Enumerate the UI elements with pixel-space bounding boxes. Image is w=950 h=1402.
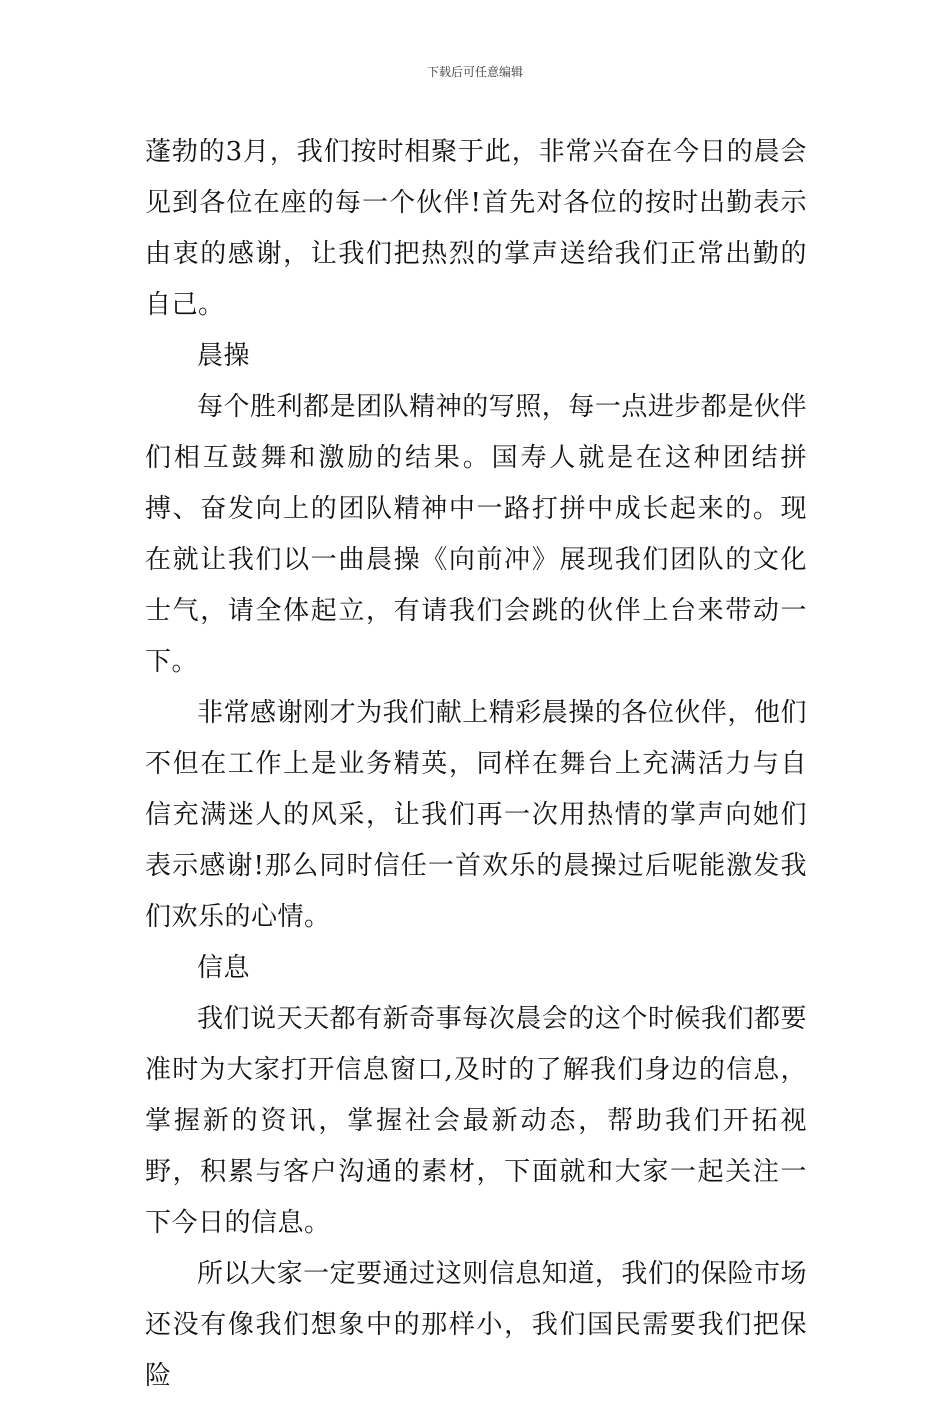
section-heading-morning-exercise: 晨操: [197, 341, 251, 371]
paragraph-information: 我们说天天都有新奇事每次晨会的这个时候我们都要准时为大家打开信息窗口,及时的了解我们身边的信息，掌握新的资讯，掌握社会最新动态，帮助我们开拓视野，积累与客户沟通的素材，下面就和大家一起关注一下今日的信息。: [145, 1004, 807, 1238]
paragraph-team-spirit: 每个胜利都是团队精神的写照，每一点进步都是伙伴们相互鼓舞和激励的结果。国寿人就是在这种团结拼搏、奋发向上的团队精神中一路打拼中成长起来的。现在就让我们以一曲晨操《向前冲》展现我们团队的文化士气，请全体起立，有请我们会跳的伙伴上台来带动一下。: [145, 392, 807, 677]
page-header: 下载后可任意编辑: [426, 65, 523, 79]
paragraph-insurance-market: 所以大家一定要通过这则信息知道，我们的保险市场还没有像我们想象中的那样小，我们国民需要我们把保险: [145, 1259, 807, 1391]
paragraph-opening: 蓬勃的3月，我们按时相聚于此，非常兴奋在今日的晨会见到各位在座的每一个伙伴!首先对各位的按时出勤表示由衷的感谢，让我们把热烈的掌声送给我们正常出勤的自己。: [145, 137, 807, 320]
document-body: [145, 127, 807, 1402]
section-heading-information: 信息: [197, 953, 251, 983]
paragraph-thanks: 非常感谢刚才为我们献上精彩晨操的各位伙伴，他们不但在工作上是业务精英，同样在舞台上充满活力与自信充满迷人的风采，让我们再一次用热情的掌声向她们表示感谢!那么同时信任一首欢乐的晨操过后呢能激发我们欢乐的心情。: [145, 698, 807, 932]
